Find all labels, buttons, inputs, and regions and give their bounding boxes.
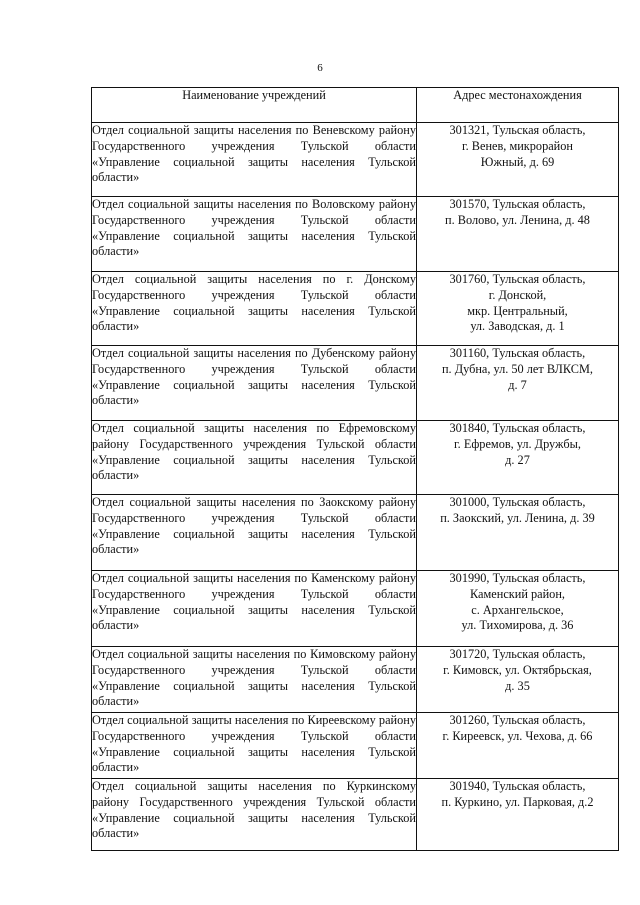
institution-name-cell: Отдел социальной защиты населения по Ефремовскому району Государственного учреждения Тульской области «Управление социальной защиты населения Тульской области»	[92, 421, 417, 495]
address-line: п. Куркино, ул. Парковая, д.2	[441, 794, 594, 809]
institution-name-cell: Отдел социальной защиты населения по Куркинскому району Государственного учреждения Тульской области «Управление социальной защиты населения Тульской области»	[92, 779, 417, 851]
table-row	[92, 421, 619, 495]
table-row	[92, 647, 619, 713]
address-line: г. Донской,	[488, 287, 547, 302]
institution-name-cell: Отдел социальной защиты населения по Заокскому району Государственного учреждения Тульской области «Управление социальной защиты населения Тульской области»	[92, 495, 417, 571]
table-row	[92, 713, 619, 779]
table-row	[92, 779, 619, 851]
table-body	[92, 123, 619, 851]
institution-name-cell: Отдел социальной защиты населения по Воловскому району Государственного учреждения Тульской области «Управление социальной защиты населения Тульской области»	[92, 197, 417, 272]
address-line: Каменский район,	[470, 586, 565, 601]
institution-name-cell: Отдел социальной защиты населения по Веневскому району Государственного учреждения Тульской области «Управление социальной защиты населения Тульской области»	[92, 123, 417, 197]
address-line: 301760, Тульская область,	[449, 272, 586, 286]
institution-name-cell: Отдел социальной защиты населения по г. Донскому Государственного учреждения Тульской области «Управление социальной защиты населения Тульской области»	[92, 272, 417, 346]
address-cell	[417, 779, 619, 851]
address-cell	[417, 272, 619, 346]
address-line: 301720, Тульская область,	[449, 647, 586, 661]
table-row	[92, 272, 619, 346]
address-line: г. Кимовск, ул. Октябрьская,	[443, 662, 592, 677]
address-line: ул. Тихомирова, д. 36	[461, 618, 574, 633]
address-line: д. 7	[508, 377, 527, 392]
address-line: г. Киреевск, ул. Чехова, д. 66	[442, 728, 593, 743]
institutions-table	[91, 87, 619, 851]
address-line: п. Дубна, ул. 50 лет ВЛКСМ,	[441, 361, 594, 376]
address-line: 301160, Тульская область,	[449, 346, 586, 360]
address-line: п. Заокский, ул. Ленина, д. 39	[440, 510, 595, 525]
address-cell	[417, 197, 619, 272]
table-row	[92, 123, 619, 197]
address-line: 301940, Тульская область,	[449, 779, 586, 793]
table-row	[92, 495, 619, 571]
address-line: г. Ефремов, ул. Дружбы,	[454, 436, 581, 451]
institution-name-cell: Отдел социальной защиты населения по Киреевскому району Государственного учреждения Тульской области «Управление социальной защиты населения Тульской области»	[92, 713, 417, 779]
page-number: 6	[317, 62, 323, 74]
address-line: 301260, Тульская область,	[449, 713, 586, 727]
address-line: 301840, Тульская область,	[449, 421, 586, 435]
address-line: 301321, Тульская область,	[449, 123, 586, 137]
address-line: 301000, Тульская область,	[449, 495, 586, 509]
address-line: Южный, д. 69	[480, 154, 555, 169]
table-header-row	[92, 88, 619, 123]
address-line: п. Волово, ул. Ленина, д. 48	[445, 212, 590, 227]
institution-name-cell: Отдел социальной защиты населения по Дубенскому району Государственного учреждения Тульской области «Управление социальной защиты населения Тульской области»	[92, 346, 417, 421]
institution-name-cell: Отдел социальной защиты населения по Кимовскому району Государственного учреждения Тульской области «Управление социальной защиты населения Тульской области»	[92, 647, 417, 713]
address-line: г. Венев, микрорайон	[461, 138, 573, 153]
address-cell	[417, 647, 619, 713]
address-line: 301990, Тульская область,	[449, 571, 586, 585]
address-cell	[417, 123, 619, 197]
address-line: мкр. Центральный,	[467, 303, 568, 318]
table-row	[92, 346, 619, 421]
header-institution-name: Наименование учреждений	[92, 88, 417, 123]
address-cell	[417, 713, 619, 779]
address-line: ул. Заводская, д. 1	[470, 319, 565, 334]
address-line: с. Архангельское,	[471, 602, 564, 617]
address-cell	[417, 495, 619, 571]
address-line: д. 27	[505, 452, 530, 467]
address-cell	[417, 346, 619, 421]
address-cell	[417, 421, 619, 495]
address-cell	[417, 571, 619, 647]
table-row	[92, 197, 619, 272]
address-line: д. 35	[505, 678, 530, 693]
institution-name-cell: Отдел социальной защиты населения по Каменскому району Государственного учреждения Тульской области «Управление социальной защиты населения Тульской области»	[92, 571, 417, 647]
table-row	[92, 571, 619, 647]
header-address: Адрес местонахождения	[417, 88, 619, 123]
address-line: 301570, Тульская область,	[449, 197, 586, 211]
